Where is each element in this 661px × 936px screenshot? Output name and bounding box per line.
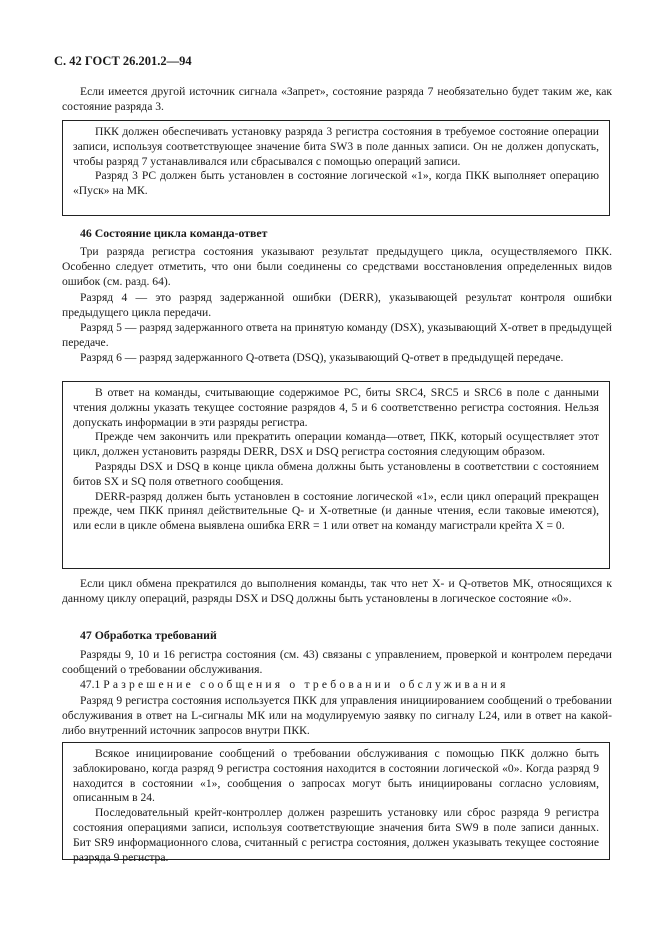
paragraph: Разряды 9, 10 и 16 регистра состояния (см. 43) связаны с управлением, проверкой и контролем передачи сообщений о требовании обслуживания. [62,648,612,677]
section-46-body [62,244,612,366]
subsection-47-1-title [62,677,612,692]
paragraph: Всякое инициирование сообщений о требовании обслуживания с помощью ПКК должно быть заблокировано, когда разряд 9 регистра состояния находится в состоянии логической «0». Когда разряд 9 находится в состоянии «1», сообщения о запросах могут быть инициированы согласно условиям, описанным в 24. [73,747,599,805]
intro-text [62,84,612,114]
section-47-body [62,647,612,738]
paragraph: В ответ на команды, считывающие содержимое PC, биты SRC4, SRC5 и SRC6 в поле с данными чтения должны указать текущее состояние разрядов 4, 5 и 6 соответственно регистра состояния. Нельзя допускать информации в эти разряды регистра. [73,386,599,429]
paragraph: ПКК должен обеспечивать установку разряда 3 регистра состояния в требуемое состояние операции записи, используя соответствующее значение бита SW3 в поле данных записи. Он не должен допускать, чтобы разряд 7 устанавливался или сбрасывался с помощью операций записи. [73,125,599,168]
requirement-box-1 [62,120,610,216]
subsection-number: 47.1 [80,678,101,692]
paragraph: Разряд 9 регистра состояния используется ПКК для управления инициированием сообщений о требовании обслуживания в ответ на L-сигналы МК или на модулируемую заявку по сигналу L24, или в ответ на какой-либо внутренний источник запросов внутри ПКК. [62,693,612,738]
requirement-box-2 [62,381,610,569]
page-header: С. 42 ГОСТ 26.201.2—94 [54,54,192,68]
section-47-title: 47 Обработка требований [80,628,217,642]
paragraph: Разряд 5 — разряд задержанного ответа на принятую команду (DSX), указывающий Х-ответ в предыдущей передаче. [62,321,612,350]
paragraph: Разряд 3 PC должен быть установлен в состояние логической «1», когда ПКК выполняет операцию «Пуск» на МК. [73,169,599,198]
paragraph: Разряд 6 — разряд задержанного Q-ответа (DSQ), указывающий Q-ответ в предыдущей передаче. [80,351,564,365]
paragraph: Прежде чем закончить или прекратить операции команда—ответ, ПКК, который осуществляет этот цикл, должен установить разряды DERR, DSX и DSQ регистра состояния следующим образом. [73,430,599,459]
paragraph: Разряд 4 — это разряд задержанной ошибки (DERR), указывающей результат контроля ошибки предыдущего цикла передачи. [62,290,612,319]
paragraph: Если цикл обмена прекратился до выполнения команды, так что нет Х- и Q-ответов МК, относящихся к данному циклу операций, разряды DSX и DSQ должны быть установлены в логическое состояние «0». [62,577,612,606]
paragraph: DERR-разряд должен быть установлен в состояние логической «1», если цикл операций прекращен прежде, чем ПКК принял действительные Q- и Х-ответные (и данные чтения, если таковые имеются), или если в цикле обмена выявлена ошибка ERR = 1 или ответ на команду магистрали крейта X = 0. [73,489,599,533]
paragraph: Если имеется другой источник сигнала «Запрет», состояние разряда 7 необязательно будет таким же, как состояние разряда 3. [62,85,612,114]
paragraph: Последовательный крейт-контроллер должен разрешить установку или сброс разряда 9 регистра состояния операциями записи, используя соответствующие значения бита SW9 в поле записи данных. Бит SR9 информационного слова, считанный с регистра состояния, должен указывать текущее состояние разряда 9 регистра. [73,806,599,864]
after-box-2-text [62,576,612,606]
paragraph: Разряды DSX и DSQ в конце цикла обмена должны быть установлены в соответствии с состоянием битов SX и SQ поля ответного сообщения. [73,459,599,488]
paragraph: Три разряда регистра состояния указывают результат предыдущего цикла, осуществляемого ПКК. Особенно следует отметить, что они были соединены со средствами восстановления определенных видов ошибок (см. разд. 64). [62,245,612,289]
section-46-title: 46 Состояние цикла команда-ответ [80,226,268,240]
requirement-box-3 [62,742,610,864]
subsection-title: Разрешение сообщения о требовании обслуживания [103,678,509,692]
